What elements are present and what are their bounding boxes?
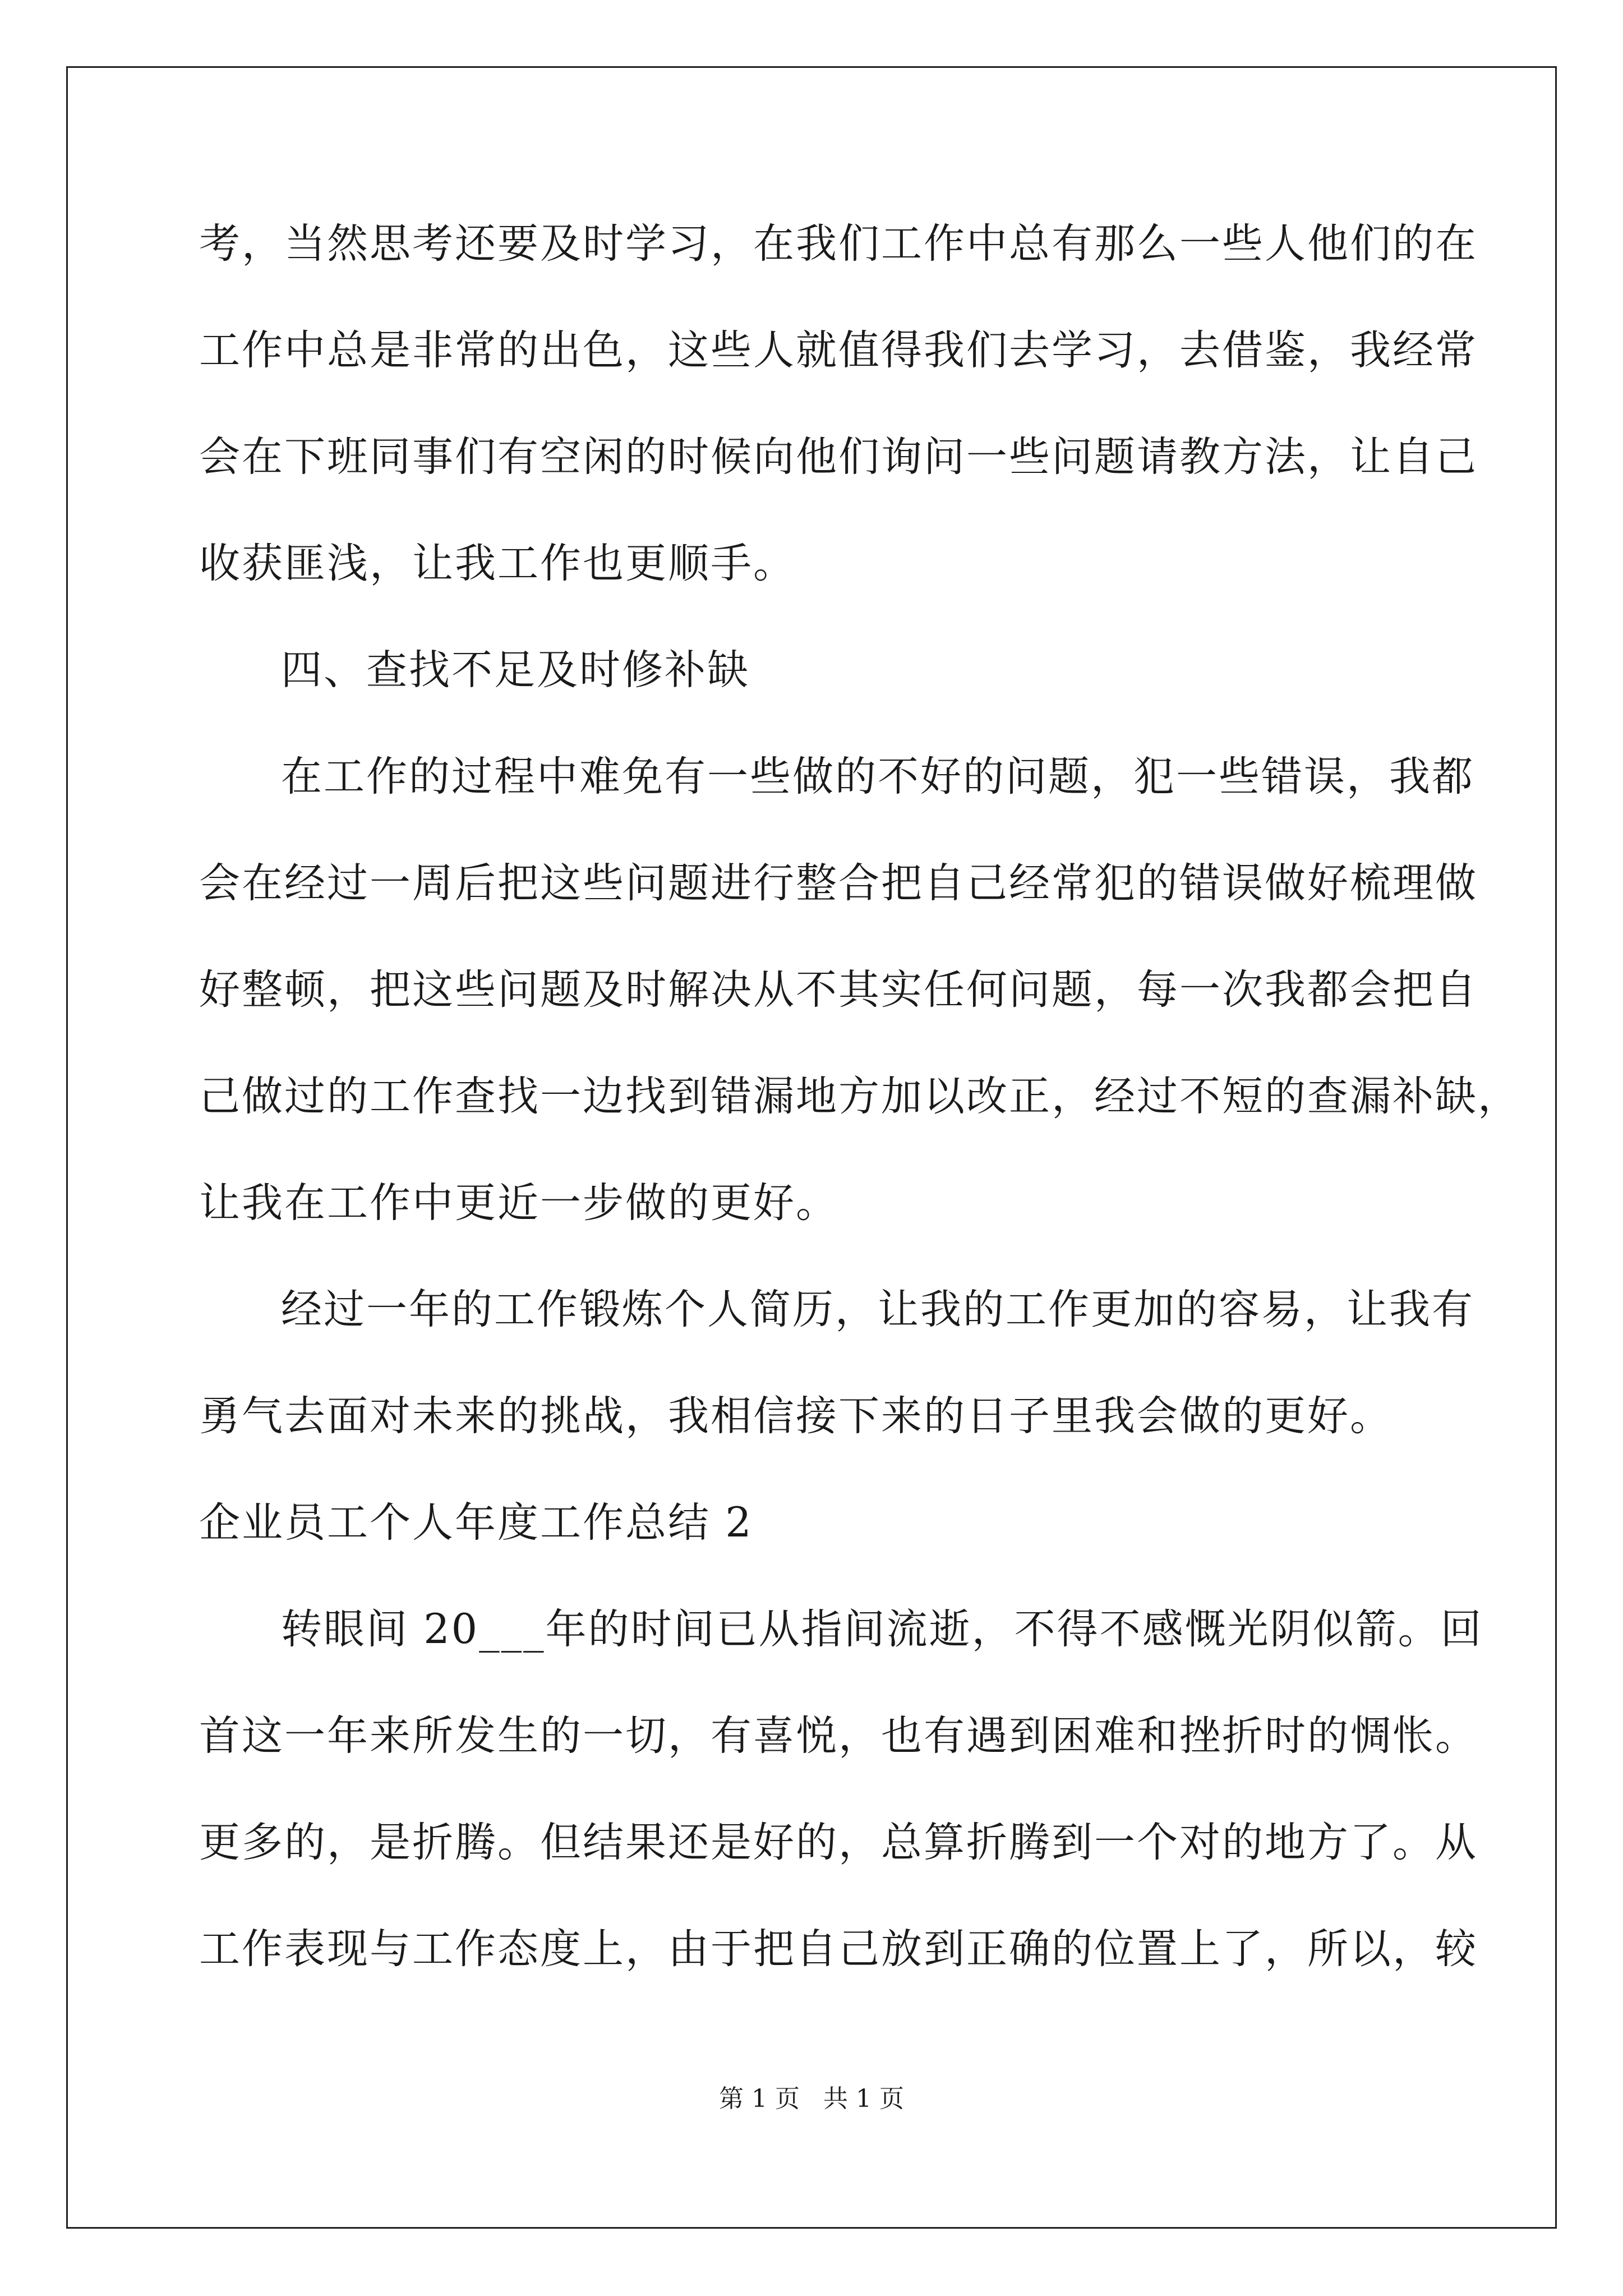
text-line: 更多的，是折腾。但结果还是好的，总算折腾到一个对的地方了。从: [199, 1819, 1478, 1866]
text-line: 转眼间 20___年的时间已从指间流逝，不得不感慨光阴似箭。回: [281, 1605, 1483, 1653]
page-number-total: 共 1 页: [823, 2085, 904, 2113]
text-line: 会在下班同事们有空闲的时候向他们询问一些问题请教方法，让自己: [199, 433, 1478, 481]
text-line: 工作中总是非常的出色，这些人就值得我们去学习，去借鉴，我经常: [199, 326, 1478, 374]
section-heading: 四、查找不足及时修补缺: [281, 646, 750, 694]
text-line: 勇气去面对未来的挑战，我相信接下来的日子里我会做的更好。: [199, 1392, 1393, 1440]
text-line: 会在经过一周后把这些问题进行整合把自己经常犯的错误做好梳理做: [199, 859, 1478, 907]
text-line: 收获匪浅，让我工作也更顺手。: [199, 540, 796, 587]
page-footer: [0, 2082, 1623, 2116]
text-line: 首这一年来所发生的一切，有喜悦，也有遇到困难和挫折时的惆怅。: [199, 1712, 1478, 1760]
text-line: 考，当然思考还要及时学习，在我们工作中总有那么一些人他们的在: [199, 220, 1478, 268]
page-number-current: 第 1 页: [719, 2085, 800, 2113]
text-line: 让我在工作中更近一步做的更好。: [199, 1179, 838, 1227]
text-line: 好整顿，把这些问题及时解决从不其实任何问题，每一次我都会把自: [199, 966, 1478, 1014]
article-title: 企业员工个人年度工作总结 2: [199, 1499, 753, 1547]
text-line: 经过一年的工作锻炼个人简历，让我的工作更加的容易，让我有: [281, 1286, 1474, 1333]
text-line: 己做过的工作查找一边找到错漏地方加以改正，经过不短的查漏补缺，: [199, 1073, 1520, 1120]
page-border: [66, 66, 1557, 2229]
text-line: 工作表现与工作态度上，由于把自己放到正确的位置上了，所以，较: [199, 1925, 1478, 1973]
text-line: 在工作的过程中难免有一些做的不好的问题，犯一些错误，我都: [281, 753, 1474, 800]
